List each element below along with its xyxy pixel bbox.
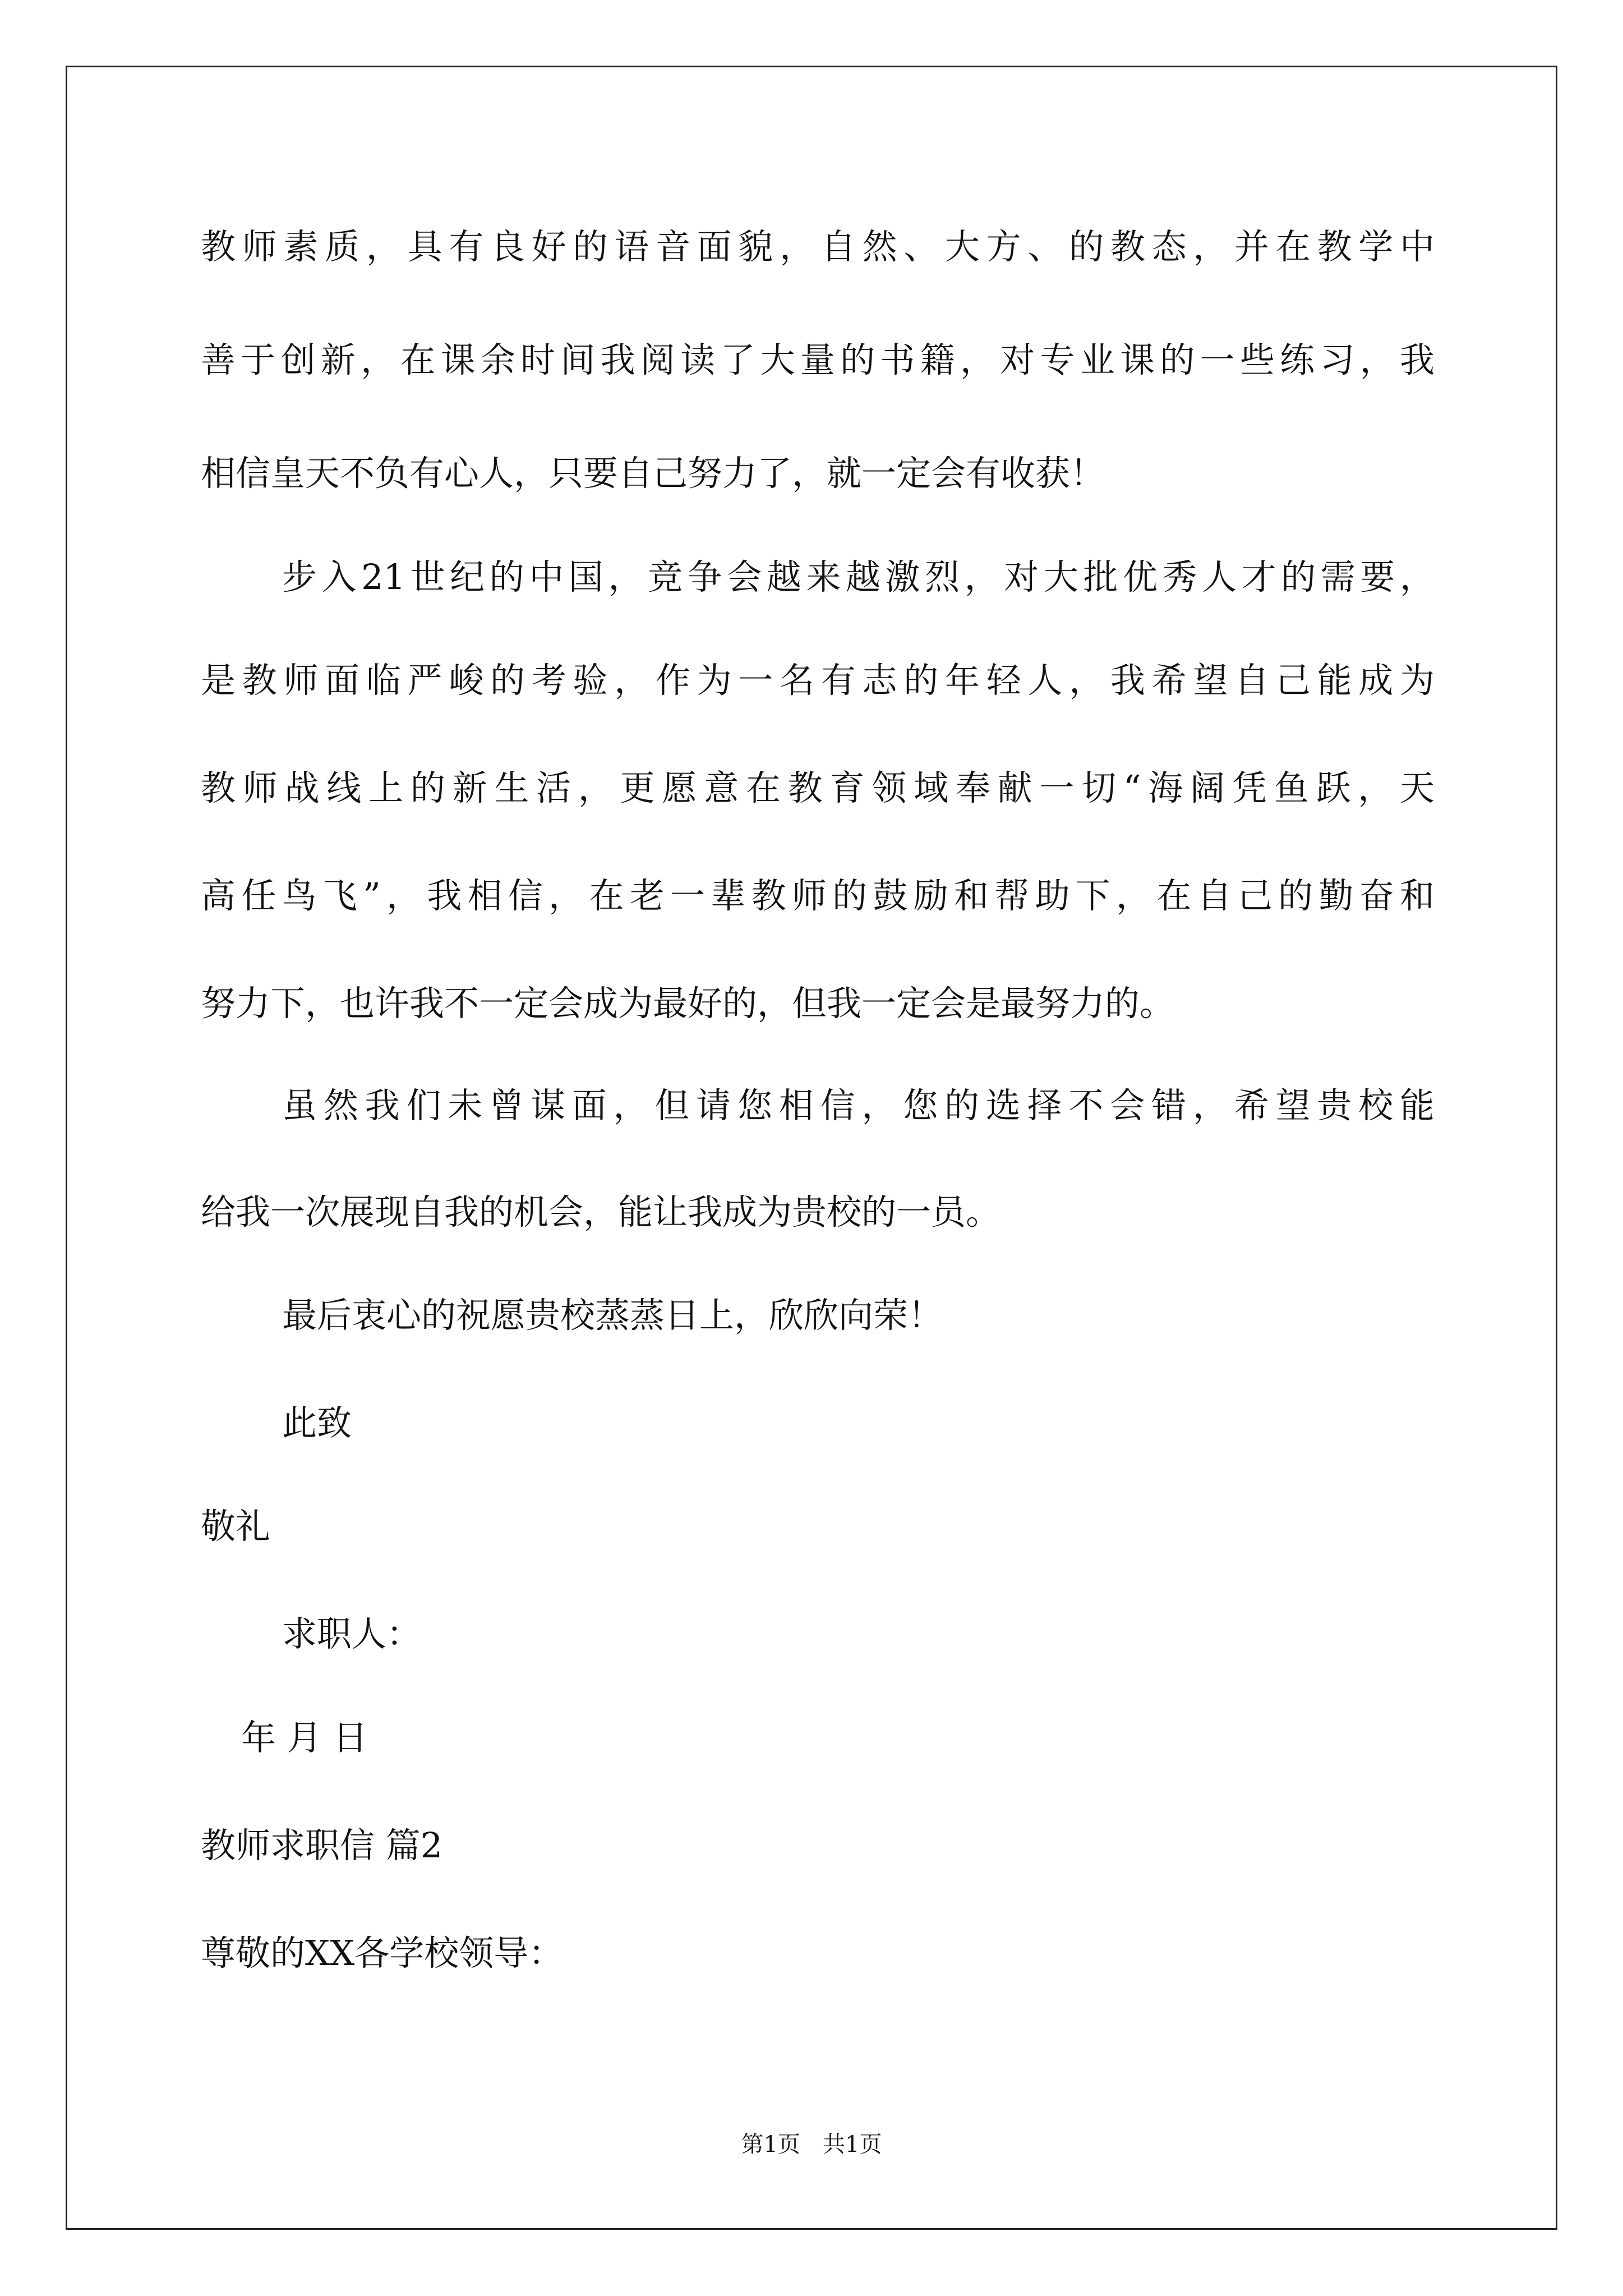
text-line-9: 虽然我们未曾谋面，但请您相信，您的选择不会错，希望贵校能 xyxy=(282,1085,1435,1126)
page-border xyxy=(66,66,1557,2230)
date-line: 年 月 日 xyxy=(241,1717,368,1758)
text-line-2: 善于创新，在课余时间我阅读了大量的书籍，对专业课的一些练习，我 xyxy=(201,339,1435,380)
recipient-greeting: 尊敬的XX各学校领导： xyxy=(201,1932,564,1973)
text-line-7: 高任鸟飞”，我相信，在老一辈教师的鼓励和帮助下，在自己的勤奋和 xyxy=(201,875,1435,916)
text-line-3: 相信皇天不负有心人，只要自己努力了，就一定会有收获！ xyxy=(201,453,1105,494)
text-line-8: 努力下，也许我不一定会成为最好的，但我一定会是最努力的。 xyxy=(201,983,1175,1024)
section-heading: 教师求职信 篇2 xyxy=(201,1825,443,1866)
text-line-4: 步入21世纪的中国，竞争会越来越激烈，对大批优秀人才的需要， xyxy=(282,556,1435,597)
page-footer xyxy=(0,2129,1623,2160)
closing-salutation: 此致 xyxy=(282,1402,352,1443)
page-number: 第1页 xyxy=(741,2132,800,2157)
text-line-1: 教师素质，具有良好的语音面貌，自然、大方、的教态，并在教学中 xyxy=(201,226,1435,267)
page-total: 共1页 xyxy=(823,2132,882,2157)
text-line-10: 给我一次展现自我的机会，能让我成为贵校的一员。 xyxy=(201,1191,1001,1232)
text-line-11: 最后衷心的祝愿贵校蒸蒸日上，欣欣向荣！ xyxy=(282,1295,943,1336)
applicant-label: 求职人： xyxy=(282,1613,422,1654)
text-line-5: 是教师面临严峻的考验，作为一名有志的年轻人，我希望自己能成为 xyxy=(201,660,1435,701)
closing-regards: 敬礼 xyxy=(201,1506,271,1547)
text-line-6: 教师战线上的新生活，更愿意在教育领域奉献一切“海阔凭鱼跃，天 xyxy=(201,767,1435,808)
